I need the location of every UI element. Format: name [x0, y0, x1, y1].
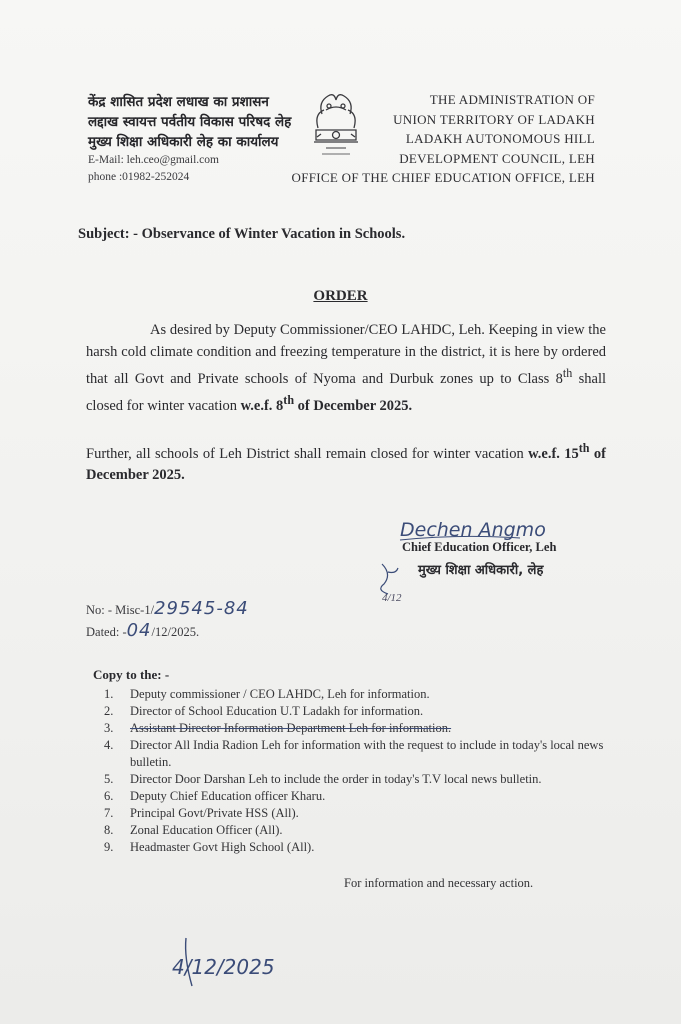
signature-scrawl-text: Dechen Angmo — [400, 519, 546, 541]
effective-date: of December 2025. — [294, 398, 413, 415]
letterhead-hindi — [88, 92, 308, 186]
list-text: Deputy Chief Education officer Kharu. — [130, 789, 326, 803]
order-title: ORDER — [313, 288, 368, 304]
reference-number — [86, 598, 249, 619]
reference-date-handwritten: 04 — [126, 620, 152, 641]
list-text: Assistant Director Information Department Leh for information. — [130, 721, 452, 735]
superscript: th — [578, 441, 590, 455]
signatory-title: Chief Education Officer, Leh — [402, 540, 557, 554]
paragraph-text: As desired by Deputy Commissioner/CEO LAHDC, Leh. Keeping in view the harsh cold climate condition and freezing temperature in the district, it is here by ordered that all Govt and Private schools of Nyoma and Durbuk zones up to Class 8 — [86, 322, 606, 387]
reference-date-suffix: /12/2025. — [151, 625, 200, 639]
reference-date-label: Dated: - — [86, 625, 127, 639]
letterhead-english-line: OFFICE OF THE CHIEF EDUCATION OFFICE, LEH — [291, 170, 595, 185]
list-item — [104, 788, 624, 805]
letterhead-hindi-line: केंद्र शासित प्रदेश लधाख का प्रशासन — [88, 94, 269, 110]
list-number: 2. — [104, 704, 114, 718]
list-text: Zonal Education Officer (All). — [130, 823, 283, 837]
effective-date: w.e.f. 15 — [528, 445, 579, 462]
letterhead-phone: phone :01982-252024 — [88, 171, 190, 183]
list-text: Deputy commissioner / CEO LAHDC, Leh for information. — [130, 687, 430, 701]
list-number: 6. — [104, 789, 114, 803]
list-text: Director Door Darshan Leh to include the order in today's T.V local news bulletin. — [130, 772, 542, 786]
initial-date: 4/12 — [382, 592, 402, 604]
list-text: Director of School Education U.T Ladakh for information. — [130, 704, 424, 718]
list-number: 3. — [104, 721, 114, 735]
letterhead-english — [292, 90, 596, 188]
letterhead-english-line: UNION TERRITORY OF LADAKH — [393, 111, 595, 127]
list-item — [104, 805, 624, 822]
list-item — [104, 771, 624, 788]
list-text: Headmaster Govt High School (All). — [130, 840, 315, 854]
handwritten-date — [166, 932, 296, 992]
signature-block — [396, 510, 596, 610]
list-item — [104, 737, 624, 771]
list-item — [104, 703, 624, 720]
reference-number-handwritten: 29545-84 — [154, 598, 249, 619]
order-paragraph-2 — [86, 438, 606, 487]
list-number: 7. — [104, 806, 114, 820]
superscript: th — [283, 393, 295, 408]
list-item — [104, 686, 624, 703]
list-text: Director All India Radion Leh for information with the request to include in today's local news bulletin. — [130, 738, 604, 769]
list-item — [104, 839, 624, 856]
paragraph-text: Further, all schools of Leh District shall remain closed for winter vacation — [86, 445, 529, 462]
subject-line: Subject: - Observance of Winter Vacation in Schools. — [78, 226, 406, 242]
closing-line: For information and necessary action. — [344, 876, 534, 890]
copy-to-list — [104, 686, 624, 856]
handwritten-date-text: 4/12/2025 — [172, 955, 275, 979]
letterhead-english-line: DEVELOPMENT COUNCIL, LEH — [399, 150, 595, 166]
reference-number-label: No: - Misc-1/ — [86, 603, 155, 617]
letterhead-hindi-line: लद्दाख स्वायत्त पर्वतीय विकास परिषद लेह — [88, 114, 292, 130]
list-text: Principal Govt/Private HSS (All). — [130, 806, 299, 820]
letterhead-english-line: LADAKH AUTONOMOUS HILL — [405, 131, 595, 146]
list-number: 1. — [104, 687, 114, 701]
list-item — [104, 822, 624, 839]
signatory-title-hindi: मुख्य शिक्षा अधिकारी, लेह — [418, 563, 544, 578]
effective-date: of December 2025. — [86, 445, 606, 484]
list-item — [104, 720, 624, 737]
letterhead-hindi-line: मुख्य शिक्षा अधिकारी लेह का कार्यालय — [88, 134, 279, 150]
list-number: 4. — [104, 738, 114, 752]
reference-date — [86, 620, 199, 641]
effective-date: w.e.f. 8 — [240, 398, 284, 415]
list-number: 9. — [104, 840, 114, 854]
superscript: th — [562, 366, 573, 380]
paragraph-text: shall closed for winter vacation — [86, 370, 606, 415]
copy-to-title: Copy to the: - — [93, 667, 170, 682]
order-paragraph-1 — [86, 320, 606, 418]
list-number: 5. — [104, 772, 114, 786]
list-number: 8. — [104, 823, 114, 837]
letterhead-english-line: THE ADMINISTRATION OF — [429, 92, 595, 107]
letterhead-email: E-Mail: leh.ceo@gmail.com — [88, 154, 219, 166]
